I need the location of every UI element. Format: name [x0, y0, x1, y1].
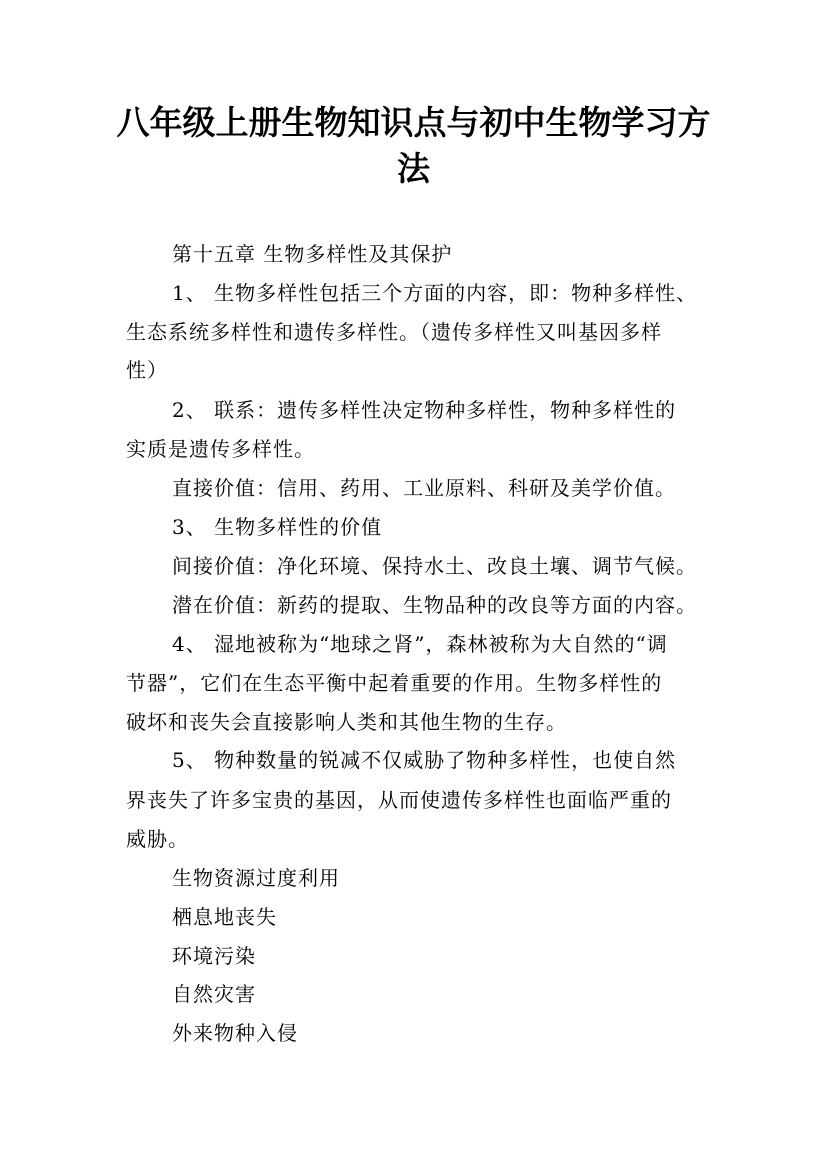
- paragraph-line: 4、 湿地被称为“地球之肾”，森林被称为大自然的“调: [172, 632, 668, 656]
- paragraph-line: 1、 生物多样性包括三个方面的内容，即：物种多样性、: [172, 281, 698, 305]
- chapter-heading: 第十五章 生物多样性及其保护: [172, 242, 453, 266]
- paragraph-line: 界丧失了许多宝贵的基因，从而使遗传多样性也面临严重的: [126, 788, 672, 812]
- paragraph-line: 直接价值：信用、药用、工业原料、科研及美学价值。: [172, 476, 676, 500]
- paragraph-line: 节器”，它们在生态平衡中起着重要的作用。生物多样性的: [126, 671, 663, 695]
- paragraph-line: 破坏和丧失会直接影响人类和其他生物的生存。: [126, 710, 567, 734]
- list-item: 生物资源过度利用: [172, 866, 340, 890]
- list-item: 环境污染: [172, 944, 256, 968]
- paragraph-line: 性）: [126, 358, 168, 382]
- paragraph-line: 生态系统多样性和遗传多样性。（遗传多样性又叫基因多样: [126, 320, 662, 344]
- paragraph-line: 5、 物种数量的锐减不仅威胁了物种多样性，也使自然: [172, 748, 677, 772]
- paragraph-line: 威胁。: [126, 827, 189, 851]
- paragraph-line: 3、 生物多样性的价值: [172, 515, 383, 539]
- list-item: 栖息地丧失: [172, 905, 277, 929]
- title-line-1: 八年级上册生物知识点与初中生物学习方: [116, 103, 711, 142]
- paragraph-line: 间接价值：净化环境、保持水土、改良土壤、调节气候。: [172, 554, 697, 578]
- document-title: [90, 100, 737, 192]
- title-line-2: 法: [397, 149, 430, 188]
- list-item: 外来物种入侵: [172, 1021, 298, 1045]
- paragraph-line: 2、 联系：遗传多样性决定物种多样性，物种多样性的: [172, 398, 677, 422]
- paragraph-line: 潜在价值：新药的提取、生物品种的改良等方面的内容。: [172, 593, 697, 617]
- list-item: 自然灾害: [172, 982, 256, 1006]
- paragraph-line: 实质是遗传多样性。: [126, 437, 315, 461]
